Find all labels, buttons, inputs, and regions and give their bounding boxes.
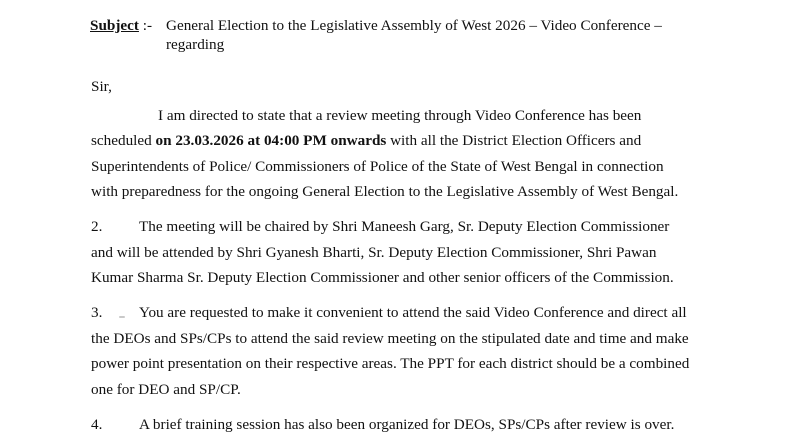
para4-line-1-text: A brief training session has also been organized for DEOs, SPs/CPs after review is over. <box>139 416 675 433</box>
salutation: Sir, <box>91 78 112 95</box>
para1-line-2 <box>91 132 641 150</box>
subject-text-line-1: General Election to the Legislative Assembly of West 2026 – Video Conference – <box>166 17 662 34</box>
para3-line-2: the DEOs and SPs/CPs to attend the said review meeting on the stipulated date and time and make <box>91 330 689 347</box>
meeting-date-time: on 23.03.2026 at 04:00 PM onwards <box>155 132 387 149</box>
para3-line-4: one for DEO and SP/CP. <box>91 381 241 398</box>
para4-number: 4. <box>91 416 103 433</box>
para3-line-1 <box>91 304 687 322</box>
para2-line-2: and will be attended by Shri Gyanesh Bharti, Sr. Deputy Election Commissioner, Shri Pawan <box>91 244 657 261</box>
subject-separator: :- <box>142 17 153 34</box>
para2-number: 2. <box>91 218 103 235</box>
para1-line-4: with preparedness for the ongoing General Election to the Legislative Assembly of West Bengal. <box>91 183 679 200</box>
para1-line-2-post: with all the District Election Officers and <box>386 132 642 149</box>
para3-line-3: power point presentation on their respective areas. The PPT for each district should be a combined <box>91 355 690 372</box>
para2-line-3: Kumar Sharma Sr. Deputy Election Commissioner and other senior officers of the Commission. <box>91 269 674 286</box>
para3-line-1-text: You are requested to make it convenient to attend the said Video Conference and direct all <box>139 304 687 321</box>
para2-line-1-text: The meeting will be chaired by Shri Maneesh Garg, Sr. Deputy Election Commissioner <box>139 218 670 235</box>
para3-number: 3. <box>91 304 103 321</box>
para1-line-2-pre: scheduled <box>91 132 156 149</box>
para1-line-1: I am directed to state that a review meeting through Video Conference has been <box>158 107 642 124</box>
subject-line <box>90 17 152 35</box>
para2-line-1 <box>91 218 669 236</box>
subject-text-line-2: regarding <box>166 36 225 53</box>
subject-label: Subject <box>90 17 139 34</box>
para4-line-1 <box>91 416 674 434</box>
para1-line-3: Superintendents of Police/ Commissioners of Police of the State of West Bengal in connection <box>91 158 664 175</box>
